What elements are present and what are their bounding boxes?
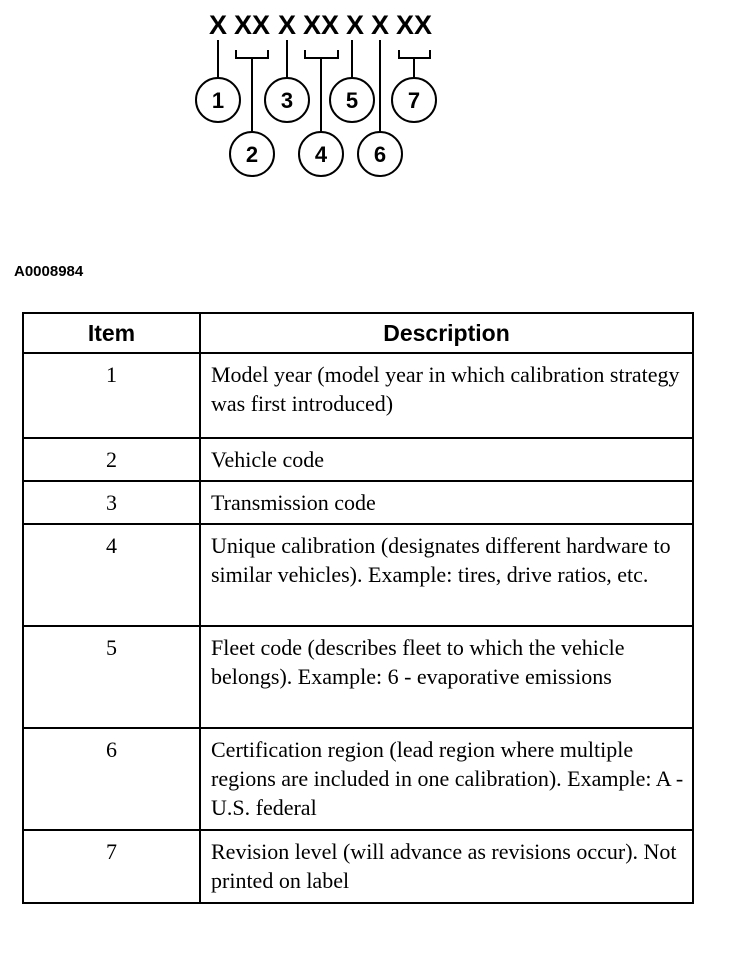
code-segment-6: X — [370, 10, 390, 40]
item-description: Certification region (lead region where multiple regions are included in one calibration). Example: A - U.S. federal — [200, 728, 693, 830]
item-number: 7 — [23, 830, 200, 903]
code-segment-7: XX — [395, 10, 433, 40]
item-number: 2 — [23, 438, 200, 481]
callout-number-5: 5 — [345, 88, 359, 113]
table-row — [23, 830, 693, 903]
table-row — [23, 481, 693, 524]
callout-number-4: 4 — [314, 142, 328, 167]
item-description: Fleet code (describes fleet to which the vehicle belongs). Example: 6 - evaporative emissions — [200, 626, 693, 728]
item-description: Unique calibration (designates different hardware to similar vehicles). Example: tires, drive ratios, etc. — [200, 524, 693, 626]
column-header-item: Item — [23, 313, 200, 353]
item-number: 3 — [23, 481, 200, 524]
calibration-code-table — [22, 312, 694, 904]
table-row — [23, 524, 693, 626]
callout-number-2: 2 — [245, 142, 259, 167]
table-row — [23, 728, 693, 830]
callout-number-1: 1 — [211, 88, 225, 113]
table-row — [23, 438, 693, 481]
figure-id-label: A0008984 — [14, 263, 84, 280]
item-description: Model year (model year in which calibration strategy was first introduced) — [200, 353, 693, 438]
code-segment-3: X — [277, 10, 297, 40]
calibration-code-diagram — [0, 0, 736, 200]
item-number: 4 — [23, 524, 200, 626]
callout-number-6: 6 — [373, 142, 387, 167]
table-row — [23, 626, 693, 728]
item-description: Revision level (will advance as revisions occur). Not printed on label — [200, 830, 693, 903]
item-number: 1 — [23, 353, 200, 438]
code-segment-4: XX — [302, 10, 340, 40]
table-header-row — [23, 313, 693, 353]
item-number: 6 — [23, 728, 200, 830]
table-row — [23, 353, 693, 438]
item-description: Vehicle code — [200, 438, 693, 481]
code-segment-2: XX — [233, 10, 271, 40]
item-description: Transmission code — [200, 481, 693, 524]
callout-number-7: 7 — [407, 88, 421, 113]
callout-number-3: 3 — [280, 88, 294, 113]
column-header-description: Description — [200, 313, 693, 353]
code-segment-1: X — [208, 10, 228, 40]
code-segment-5: X — [345, 10, 365, 40]
item-number: 5 — [23, 626, 200, 728]
